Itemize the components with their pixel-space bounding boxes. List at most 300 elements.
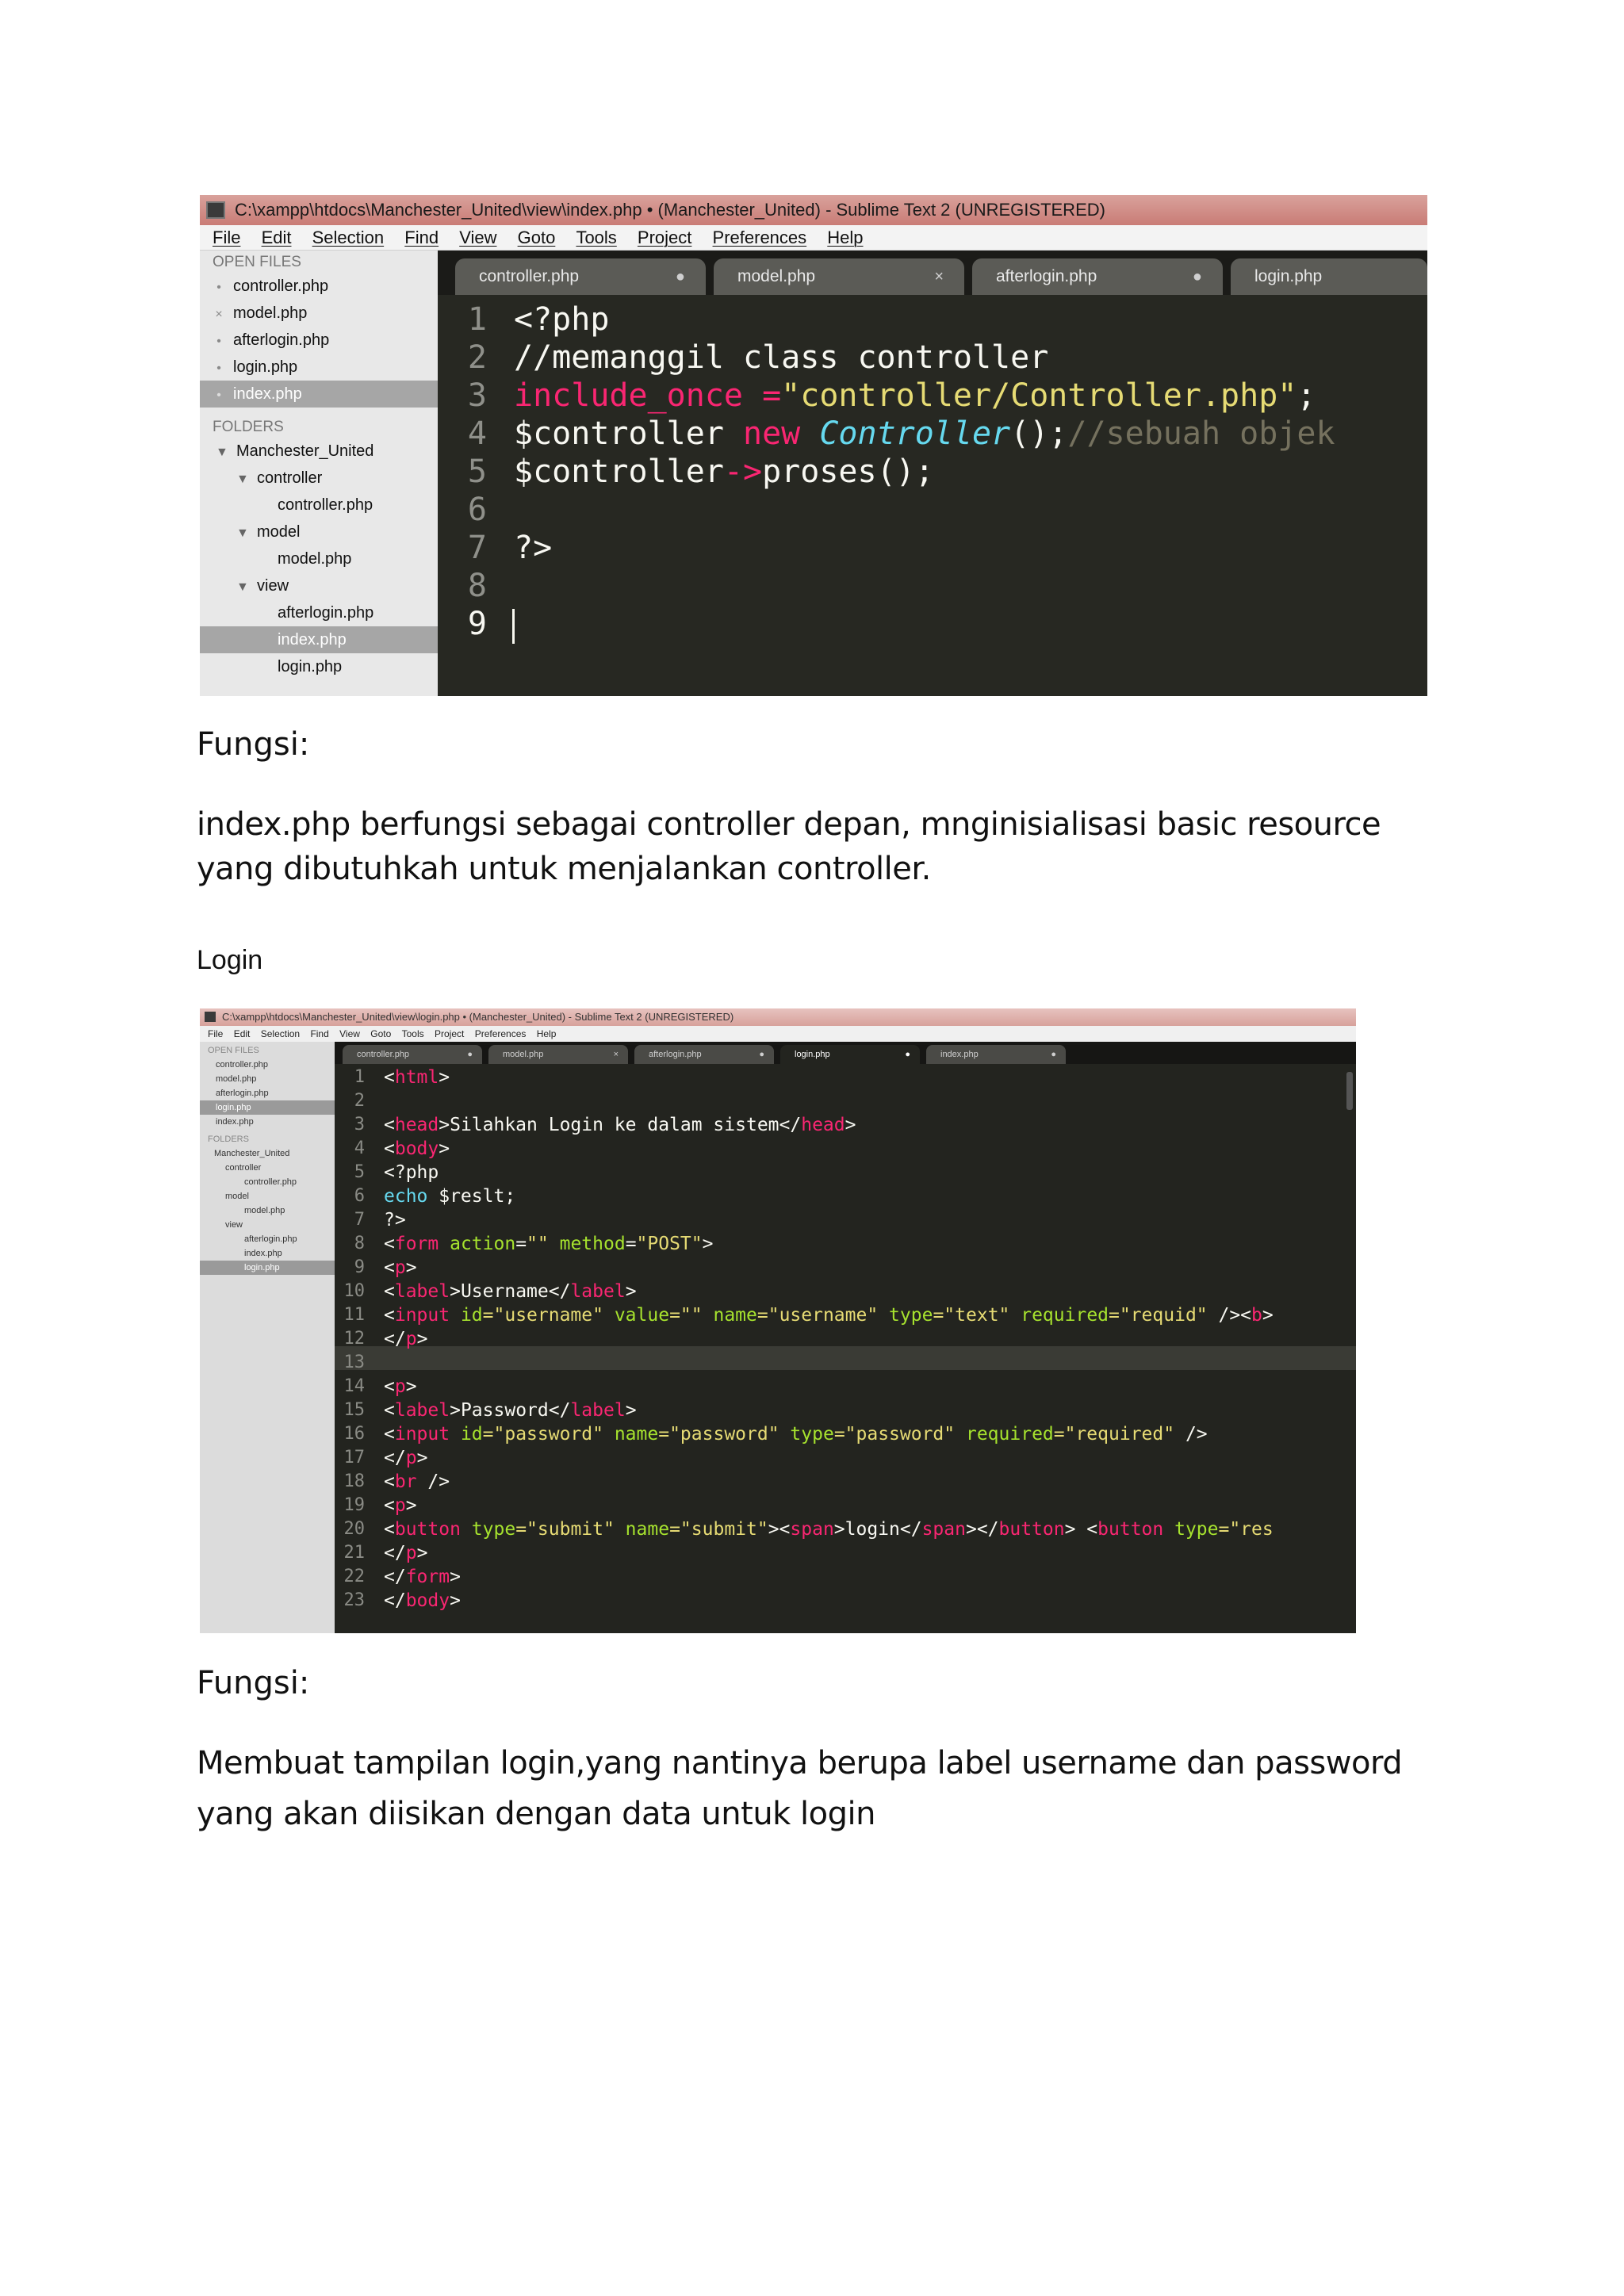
code-token: < [384,1519,395,1540]
code-tag: head [801,1115,845,1135]
code-attribute: required [1009,1305,1109,1326]
code-tag: button [394,1519,461,1540]
modified-dot-icon: ● [1192,268,1202,285]
file-item[interactable] [200,545,438,572]
text-cursor [512,609,515,644]
tab-label: controller.php [479,267,580,285]
code-line [384,1424,1208,1445]
open-file-item[interactable]: afterlogin.php [216,1089,269,1098]
code-attribute: method [548,1234,626,1254]
code-tag: form [394,1234,439,1254]
line-number: 14 [343,1376,365,1396]
modified-dot-icon: ● [905,1050,910,1059]
minimap-scrollbar[interactable] [1346,1072,1353,1110]
line-number: 9 [354,1257,365,1277]
line-number: 4 [467,415,487,452]
code-token: = [625,1234,637,1254]
code-tag: b [1251,1305,1262,1326]
line-number: 17 [343,1448,365,1468]
folder-label: model [257,523,301,541]
close-icon[interactable]: × [215,308,223,321]
folder-item[interactable] [200,572,438,599]
code-token: < [384,1424,395,1445]
tab-login-active[interactable] [780,1045,920,1064]
code-string: ="username" [482,1305,603,1326]
line-number: 4 [354,1138,365,1158]
folders-heading: FOLDERS [213,419,284,435]
code-line [384,1519,1274,1540]
code-token: ?> [514,530,553,566]
menu-help[interactable]: Help [827,228,864,247]
folder-item[interactable] [200,438,438,465]
folder-label: controller [257,469,323,487]
code-token: < [384,1400,395,1421]
tab-label: afterlogin.php [996,267,1097,285]
code-line [514,377,1316,414]
code-keyword: echo [384,1186,428,1207]
file-item[interactable]: controller.php [244,1177,297,1187]
code-token: ></ [965,1519,999,1540]
code-tag: label [570,1400,626,1421]
triangle-down-icon: ▼ [236,526,249,540]
modified-dot-icon: ● [675,268,685,285]
code-string: ="password" [482,1424,603,1445]
code-comment: //memanggil class controller [514,339,1049,376]
code-token: <?php [514,301,610,338]
code-token: (); [1010,415,1068,452]
code-token: </ [384,1590,406,1611]
code-editor[interactable] [438,295,1427,696]
open-file-item-selected[interactable]: login.php [200,1100,335,1115]
code-token: />< [1207,1305,1252,1326]
sublime-screenshot-index [200,195,1427,696]
code-token: ; [1297,377,1316,414]
code-attribute: required [955,1424,1054,1445]
menu-tools[interactable]: Tools [401,1028,424,1039]
code-token: > [416,1543,428,1563]
section-label: Login [197,945,263,975]
open-file-label: afterlogin.php [233,331,330,349]
open-file-label: index.php [233,385,302,403]
line-number: 3 [354,1115,365,1135]
code-operator: -> [723,453,763,490]
code-token: </ [384,1567,406,1587]
menu-bar [200,1026,1356,1042]
code-token: < [384,1281,395,1302]
folder-item[interactable]: model [225,1192,249,1201]
code-line [514,530,552,566]
line-number: 3 [467,377,487,414]
code-token: = [515,1234,527,1254]
code-tag: label [570,1281,626,1302]
file-item[interactable] [200,599,438,626]
file-label: login.php [278,658,343,675]
tab-afterlogin[interactable] [972,258,1223,295]
menu-project[interactable]: Project [637,228,692,247]
open-files-heading: OPEN FILES [208,1046,259,1055]
line-number: 5 [467,453,487,490]
code-string: ="submit" [669,1519,768,1540]
line-number: 12 [343,1329,365,1349]
code-token: > [1262,1305,1274,1326]
code-line [384,1400,637,1421]
dot-icon: • [216,335,221,348]
code-token: >Username</ [450,1281,571,1302]
code-token: </ [384,1448,406,1468]
code-tag: span [790,1519,834,1540]
description-line: Membuat tampilan login,yang nantinya berupa label username dan password [197,1745,1403,1781]
line-number: 7 [467,530,487,566]
file-item-selected[interactable]: login.php [200,1261,335,1275]
code-token: </ [384,1543,406,1563]
code-tag: p [394,1376,406,1397]
close-icon[interactable]: × [934,268,944,285]
code-tag: body [394,1138,439,1159]
code-tag: br [394,1471,417,1492]
code-line [384,1305,1274,1326]
code-tag: label [394,1281,450,1302]
code-token: > [405,1376,417,1397]
code-keyword: include_once [514,377,743,414]
line-number: 13 [343,1353,365,1372]
code-variable: $reslt; [427,1186,516,1207]
code-attribute: id [450,1305,483,1326]
code-line [384,1257,417,1278]
sidebar [200,251,438,696]
code-token: > < [1064,1519,1098,1540]
file-label: model.php [278,550,352,568]
code-tag: html [394,1067,439,1088]
open-file-item[interactable]: model.php [216,1074,257,1084]
window-title: C:\xampp\htdocs\Manchester_United\view\index.php • (Manchester_United) - Sublime Text 2 (UNREGISTERED) [235,200,1105,220]
code-string: ="username" [756,1305,879,1326]
code-line [384,1543,427,1563]
code-tag: p [405,1543,417,1563]
code-token: < [384,1138,395,1159]
code-operator: = [742,377,782,414]
code-tag: label [394,1400,450,1421]
tab-model[interactable] [714,258,964,295]
code-line [384,1281,637,1302]
code-token: > [625,1281,637,1302]
line-number: 5 [354,1162,365,1182]
code-line [514,339,1048,376]
code-attribute: action [439,1234,516,1254]
code-token: < [384,1305,395,1326]
code-line [384,1162,439,1183]
code-token: > [439,1067,450,1088]
open-file-label: model.php [233,304,308,322]
folders-heading: FOLDERS [208,1135,249,1144]
open-file-item[interactable] [200,354,438,381]
folder-item[interactable] [200,465,438,492]
menu-find[interactable]: Find [404,228,439,247]
line-number: 2 [467,339,487,376]
window-title: C:\xampp\htdocs\Manchester_United\view\login.php • (Manchester_United) - Sublime Text 2 (UNREGISTERED) [222,1011,734,1023]
code-token: > [405,1257,417,1278]
menu-file[interactable]: File [213,228,241,247]
menu-edit[interactable]: Edit [233,1028,251,1039]
code-token: > [845,1115,856,1135]
description-line: index.php berfungsi sebagai controller depan, mnginisialisasi basic resource [197,806,1381,843]
line-number: 16 [343,1424,365,1444]
code-string: ="text" [933,1305,1010,1326]
menu-goto[interactable]: Goto [517,228,556,247]
file-item[interactable]: afterlogin.php [244,1234,297,1244]
modified-dot-icon: ● [467,1050,473,1059]
code-line [384,1067,450,1088]
line-number: 6 [467,492,487,528]
code-token: > [416,1448,428,1468]
code-class: Controller [800,415,1011,452]
line-number: 7 [354,1210,365,1230]
line-number: 1 [354,1067,365,1087]
menu-view[interactable]: View [339,1028,360,1039]
menu-preferences[interactable]: Preferences [474,1028,527,1039]
code-token: > [405,1495,417,1516]
fungsi-heading: Fungsi: [197,1665,310,1701]
menu-selection[interactable]: Selection [260,1028,301,1039]
line-number: 21 [343,1543,365,1563]
file-item-selected[interactable] [200,626,438,653]
menu-tools[interactable]: Tools [576,228,617,247]
code-token: <?php [384,1162,439,1183]
triangle-down-icon: ▼ [216,446,228,459]
code-line [384,1590,461,1611]
open-file-item[interactable] [200,273,438,300]
open-file-item[interactable]: controller.php [216,1060,269,1070]
menu-find[interactable]: Find [310,1028,329,1039]
line-number: 10 [343,1281,365,1301]
dot-icon: • [216,362,221,375]
code-string: ="submit" [515,1519,615,1540]
code-line [514,301,609,338]
code-comment: //sebuah objek [1067,415,1335,452]
code-attribute: name [614,1519,670,1540]
folder-item[interactable]: Manchester_United [214,1149,290,1158]
tab-label: login.php [1254,267,1323,285]
line-number: 1 [467,301,487,338]
code-token: >login</ [833,1519,922,1540]
tab-index[interactable] [926,1045,1066,1064]
code-line [384,1186,515,1207]
code-token: > [439,1138,450,1159]
tab-label: model.php [503,1050,544,1059]
tab-login[interactable] [1231,258,1427,295]
code-line [384,1138,450,1159]
folder-label: view [257,577,289,595]
open-file-item-selected[interactable] [200,381,438,408]
line-number: 19 [343,1495,365,1515]
file-item[interactable] [200,653,438,680]
line-number: 23 [343,1590,365,1610]
file-item[interactable]: model.php [244,1206,285,1215]
file-item[interactable]: index.php [244,1249,282,1258]
code-tag: head [394,1115,439,1135]
open-file-label: login.php [233,358,298,376]
code-token: ?> [384,1210,406,1230]
current-line-highlight [335,1346,1356,1370]
line-number: 18 [343,1471,365,1491]
line-number: 8 [354,1234,365,1253]
folder-item[interactable]: view [225,1220,243,1230]
window-titlebar [200,195,1427,225]
code-token: < [384,1376,395,1397]
code-tag: p [405,1329,417,1349]
file-label: controller.php [278,496,373,514]
open-file-label: controller.php [233,277,329,295]
code-token: < [384,1495,395,1516]
line-number: 11 [343,1305,365,1325]
code-token: > [450,1567,461,1587]
code-token: < [384,1471,395,1492]
tab-model[interactable] [488,1045,628,1064]
tab-label: model.php [737,267,816,285]
code-attribute: type [460,1519,516,1540]
code-tag: form [405,1567,450,1587]
code-token: > [416,1329,428,1349]
sidebar [200,1042,335,1633]
folder-label: Manchester_United [236,442,374,460]
line-number: 8 [467,568,487,604]
tab-label: login.php [795,1050,830,1059]
code-editor[interactable] [335,1064,1356,1633]
code-token: >Silahkan Login ke dalam sistem</ [439,1115,802,1135]
tab-bar [438,251,1427,295]
code-attribute: name [702,1305,757,1326]
close-icon[interactable]: × [613,1050,619,1059]
tab-afterlogin[interactable] [634,1045,774,1064]
menu-project[interactable]: Project [434,1028,465,1039]
code-token: >< [768,1519,791,1540]
open-files-heading: OPEN FILES [213,254,301,270]
code-token: /> [1174,1424,1208,1445]
code-tag: button [998,1519,1065,1540]
line-number: 15 [343,1400,365,1420]
menu-file[interactable]: File [208,1028,224,1039]
description-line: yang dibutuhkah untuk menjalankan controller. [197,851,931,887]
code-token: < [384,1067,395,1088]
file-label: index.php [278,631,347,649]
code-string: ="requid" [1109,1305,1208,1326]
code-string: ="res [1218,1519,1274,1540]
code-line [384,1210,406,1230]
code-variable: $controller [514,453,724,490]
code-tag: button [1097,1519,1164,1540]
dot-icon: • [216,281,221,294]
code-attribute: id [450,1424,483,1445]
code-token: < [384,1115,395,1135]
code-keyword: new [742,415,801,452]
window-titlebar [200,1008,1356,1026]
code-token: </ [384,1329,406,1349]
code-tag: p [394,1257,406,1278]
code-string: ="password" [658,1424,779,1445]
menu-preferences[interactable]: Preferences [712,228,807,247]
app-icon [205,1012,216,1022]
code-tag: input [394,1305,450,1326]
app-icon [206,201,225,219]
dot-icon: • [216,388,221,402]
code-token: >Password</ [450,1400,571,1421]
code-token: /> [416,1471,450,1492]
code-string: ="password" [833,1424,956,1445]
fungsi-heading: Fungsi: [197,726,310,763]
code-token: > [450,1590,461,1611]
menu-view[interactable]: View [459,228,497,247]
folder-item[interactable]: controller [225,1163,262,1173]
open-file-item[interactable]: index.php [216,1117,254,1127]
file-label: afterlogin.php [278,604,374,622]
code-tag: p [394,1495,406,1516]
code-line [384,1234,714,1254]
sublime-screenshot-login [200,1008,1356,1633]
tab-label: index.php [940,1050,979,1059]
menu-goto[interactable]: Goto [370,1028,392,1039]
triangle-down-icon: ▼ [236,580,249,594]
code-attribute: value [603,1305,670,1326]
file-item[interactable] [200,492,438,519]
menu-selection[interactable]: Selection [312,228,385,247]
code-line [514,453,934,490]
code-attribute: type [779,1424,834,1445]
code-attribute: name [603,1424,659,1445]
code-string: "POST" [636,1234,703,1254]
menu-help[interactable]: Help [536,1028,557,1039]
tab-controller[interactable] [343,1045,482,1064]
open-file-item[interactable] [200,300,438,327]
line-number: 20 [343,1519,365,1539]
tab-label: afterlogin.php [649,1050,702,1059]
code-line [384,1495,417,1516]
tab-label: controller.php [357,1050,410,1059]
open-file-item[interactable] [200,327,438,354]
tab-bar [335,1042,1356,1064]
code-token: > [702,1234,714,1254]
line-number: 6 [354,1186,365,1206]
modified-dot-icon: ● [759,1050,764,1059]
code-tag: body [405,1590,450,1611]
code-line [384,1567,461,1587]
code-line [384,1471,450,1492]
triangle-down-icon: ▼ [236,473,249,486]
code-tag: span [921,1519,966,1540]
code-string: "" [527,1234,549,1254]
code-line [384,1115,856,1135]
folder-item[interactable] [200,519,438,545]
code-string: ="" [669,1305,703,1326]
code-line [514,415,1335,452]
menu-bar [200,225,1427,251]
code-line [384,1329,427,1349]
code-attribute: type [878,1305,933,1326]
code-tag: p [405,1448,417,1468]
code-token: < [384,1257,395,1278]
code-token: > [625,1400,637,1421]
line-number: 9 [467,606,487,642]
code-string: ="required" [1053,1424,1175,1445]
line-number: 22 [343,1567,365,1586]
modified-dot-icon: ● [1051,1050,1056,1059]
description-line: yang akan diisikan dengan data untuk login [197,1796,875,1832]
menu-edit[interactable]: Edit [261,228,292,247]
code-line [384,1376,417,1397]
code-variable: $controller [514,415,743,452]
code-tag: input [394,1424,450,1445]
code-string: "controller/Controller.php" [781,377,1297,414]
tab-controller[interactable] [455,258,706,295]
code-attribute: type [1163,1519,1219,1540]
